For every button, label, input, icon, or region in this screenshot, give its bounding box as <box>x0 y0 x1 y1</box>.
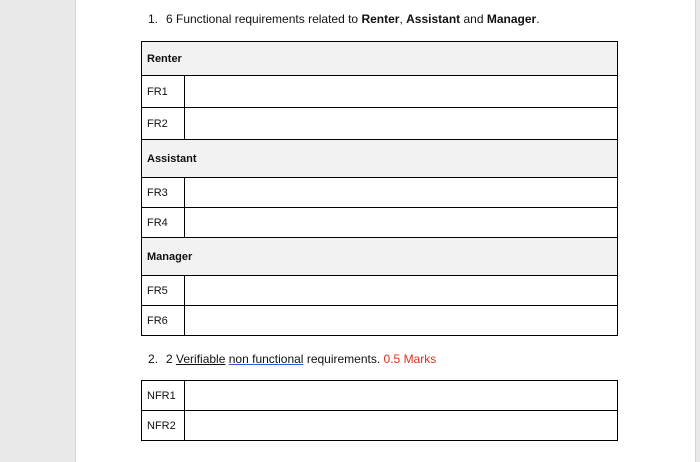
section-row-assistant <box>142 140 618 178</box>
requirement-cell[interactable] <box>185 276 618 306</box>
requirement-cell[interactable] <box>185 411 618 441</box>
list-number: 1. <box>148 12 159 26</box>
section-row-renter <box>142 42 618 76</box>
requirement-cell[interactable] <box>185 381 618 411</box>
role-assistant: Assistant <box>406 12 461 26</box>
non-functional-requirements-table <box>141 380 618 441</box>
requirement-heading-1 <box>148 12 540 26</box>
section-row-manager <box>142 238 618 276</box>
requirement-heading-2 <box>148 352 436 366</box>
word-non-functional: non functional <box>228 352 304 366</box>
word-requirements: requirements. <box>306 352 381 366</box>
role-manager: Manager <box>486 12 537 26</box>
requirement-cell[interactable] <box>185 306 618 336</box>
requirement-label: FR4 <box>142 208 185 238</box>
heading-text: 6 Functional requirements related to <box>166 12 362 26</box>
section-title: Renter <box>142 42 618 76</box>
table-row <box>142 76 618 108</box>
table-row <box>142 411 618 441</box>
section-title: Assistant <box>142 140 618 178</box>
requirement-count: 2 <box>166 352 173 366</box>
requirement-cell[interactable] <box>185 208 618 238</box>
requirement-label: NFR1 <box>142 381 185 411</box>
table-row <box>142 306 618 336</box>
requirement-cell[interactable] <box>185 108 618 140</box>
list-number: 2. <box>148 352 159 366</box>
table-row <box>142 381 618 411</box>
word-verifiable: Verifiable <box>176 352 226 366</box>
period: . <box>536 12 540 26</box>
table-row <box>142 208 618 238</box>
table-row <box>142 108 618 140</box>
table-row <box>142 178 618 208</box>
separator: , <box>399 12 407 26</box>
requirement-label: FR6 <box>142 306 185 336</box>
role-renter: Renter <box>361 12 400 26</box>
requirement-label: NFR2 <box>142 411 185 441</box>
requirement-label: FR5 <box>142 276 185 306</box>
requirement-cell[interactable] <box>185 76 618 108</box>
requirement-cell[interactable] <box>185 178 618 208</box>
marks-label: 0.5 Marks <box>383 352 437 366</box>
section-title: Manager <box>142 238 618 276</box>
requirement-label: FR3 <box>142 178 185 208</box>
functional-requirements-table <box>141 41 618 336</box>
requirement-label: FR1 <box>142 76 185 108</box>
requirement-label: FR2 <box>142 108 185 140</box>
separator: and <box>460 12 487 26</box>
table-row <box>142 276 618 306</box>
document-page <box>76 0 695 462</box>
